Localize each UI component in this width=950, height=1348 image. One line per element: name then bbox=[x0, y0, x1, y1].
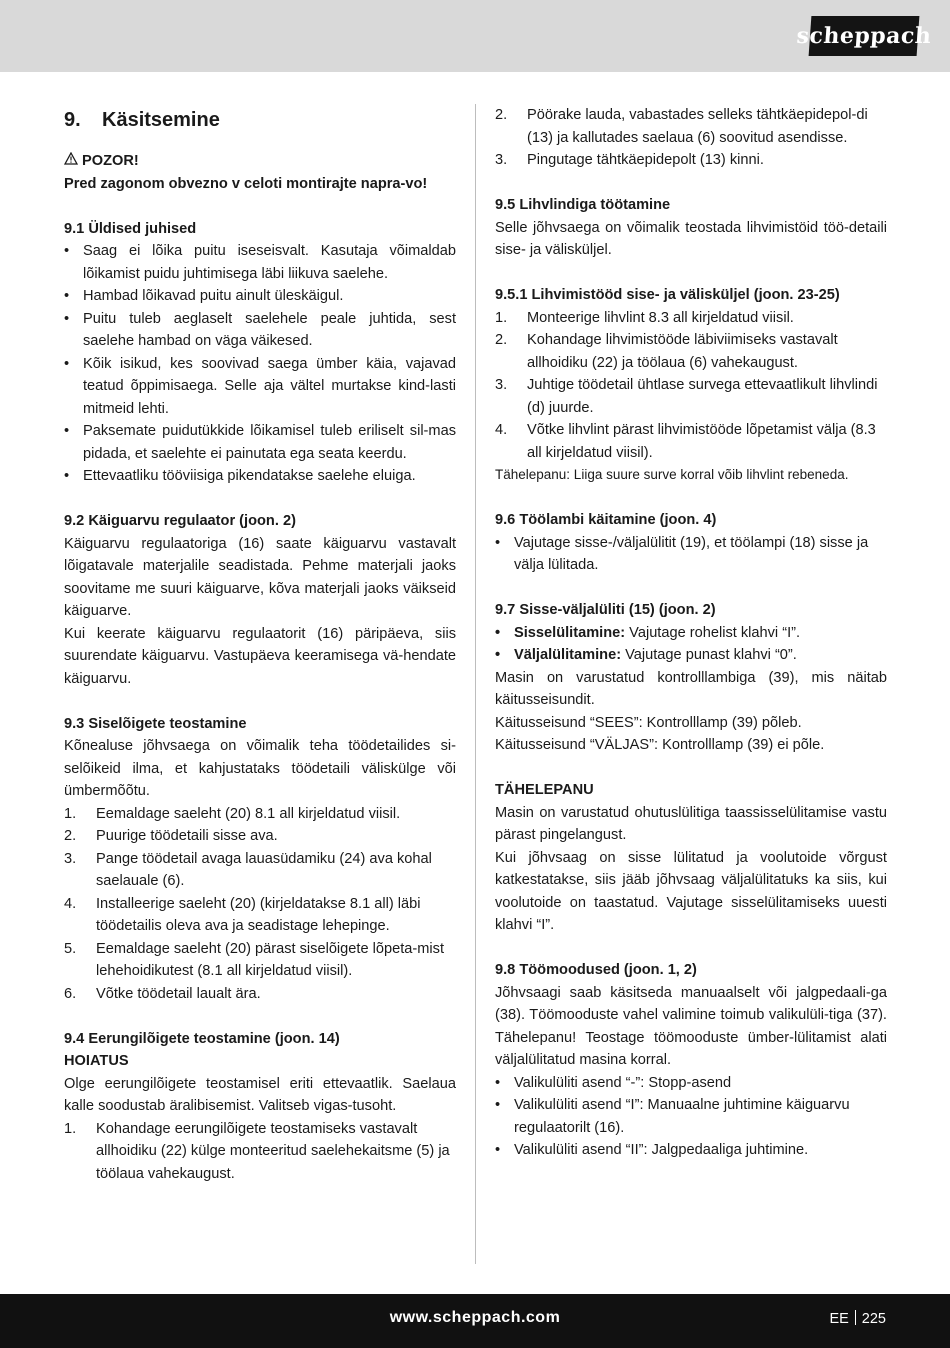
list-item: 3. Pingutage tähtkäepidepolt (13) kinni. bbox=[495, 152, 764, 168]
list-item: 2. Puurige töödetaili sisse ava. bbox=[64, 828, 278, 844]
s91-title: 9.1 Üldised juhised bbox=[64, 220, 197, 237]
s98-paragraph: Jõhvsaagi saab käsitseda manuaalselt või jalgpedaali-ga (38). Töömooduste vahel valimine toimub valikulüli-tiga (37). Tähelepanu! Teostage töömooduste ümber-lülitamist alati väljalülitatud masina korral. bbox=[495, 984, 887, 1068]
list-item: 2. Pöörake lauda, vabastades selleks tähtkäepidepol-di (13) ja kallutades saelaua (6) soovitud asendisse. bbox=[495, 107, 868, 146]
website-link[interactable]: www.scheppach.com bbox=[389, 1309, 561, 1326]
s92-paragraph: Kui keerate käiguarvu regulaatorit (16) päripäeva, siis suurendate käiguarvu. Vastupäeva keeramisega vä-hendate käiguarvu. bbox=[64, 625, 456, 687]
page-number-value: 225 bbox=[861, 1311, 886, 1327]
s94-warning: HOIATUS bbox=[64, 1053, 129, 1069]
list-item: 6. Võtke töödetail laualt ära. bbox=[64, 985, 261, 1002]
list-item: • Vajutage sisse-/väljalülitit (19), et töölampi (18) sisse ja välja lülitada. bbox=[495, 532, 887, 577]
s92-title: 9.2 Käiguarvu regulaator (joon. 2) bbox=[64, 513, 296, 529]
s97-paragraph: Käitusseisund “VÄLJAS”: Kontrolllamp (39) ei põle. bbox=[495, 737, 825, 753]
note-paragraph: Masin on varustatud ohutuslülitiga taassisselülitamise vastu pärast pingelangust. bbox=[495, 804, 887, 843]
left-column bbox=[64, 104, 456, 1185]
footer-bar bbox=[0, 1294, 950, 1348]
s94-list-continued bbox=[495, 104, 887, 172]
list-item: 1. Eemaldage saeleht (20) 8.1 all kirjeldatud viisil. bbox=[64, 805, 401, 822]
language-code: EE bbox=[829, 1311, 849, 1327]
s93-list bbox=[64, 803, 456, 1006]
list-item: • Valikulüliti asend “I”: Manuaalne juhtimine käiguarvu regulaatorilt (16). bbox=[495, 1094, 887, 1139]
s92-paragraph: Käiguarvu regulaatoriga (16) saate käiguarvu vastavalt lõigatavale materjalile seadistada. Pehme materjali jaoks soovitame me suuri käiguarve, kõva materjali jaoks väikseid käiguarve. bbox=[64, 535, 456, 619]
list-item: 1. Monteerige lihvlint 8.3 all kirjeldatud viisil. bbox=[495, 309, 794, 326]
s94-list bbox=[64, 1118, 456, 1186]
s98-title: 9.8 Töömoodused (joon. 1, 2) bbox=[495, 962, 697, 978]
warning-icon bbox=[64, 150, 78, 173]
list-item: 1. Kohandage eerungilõigete teostamiseks vastavalt allhoidiku (22) külge monteeritud saelehekaitsme (5) ja töölaua vahekaugust. bbox=[64, 1120, 450, 1182]
page-number bbox=[829, 1310, 886, 1327]
column-divider bbox=[475, 104, 476, 1264]
list-item: • Valikulüliti asend “II”: Jalgpedaaliga juhtimine. bbox=[495, 1139, 887, 1162]
s91-list bbox=[64, 240, 456, 488]
s94-title: 9.4 Eerungilõigete teostamine (joon. 14) bbox=[64, 1030, 340, 1047]
right-column bbox=[495, 104, 887, 1162]
warning-text: Pred zagonom obvezno v celoti montirajte naprа-vo! bbox=[64, 175, 428, 192]
warning-label-text: POZOR! bbox=[82, 153, 139, 169]
list-item: 2. Kohandage lihvimistööde läbiviimiseks vastavalt allhoidiku (22) ja töölaua (6) vahekaugust. bbox=[495, 332, 838, 371]
list-item: 4. Installeerige saeleht (20) (kirjeldatakse 8.1 all) läbi töödetailis oleva ava ja seadistage lehepinge. bbox=[64, 895, 421, 934]
list-item: • Kõik isikud, kes soovivad saega ümber käia, vajavad teatud õppimisaega. Selle aja vältel murtakse kind-lasti mitmeid lehti. bbox=[64, 353, 456, 421]
brand-logo: scheppach bbox=[809, 16, 920, 56]
list-item: • Sisselülitamine: Vajutage rohelist klahvi “I”. bbox=[495, 622, 887, 645]
s97-paragraph: Käitusseisund “SEES”: Kontrolllamp (39) põleb. bbox=[495, 714, 802, 731]
header-bar bbox=[0, 0, 950, 72]
list-item: 5. Eemaldage saeleht (20) pärast siselõigete lõpeta-mist lehehoidikutest (8.1 all kirjeldatud viisil). bbox=[64, 940, 445, 979]
warning-label bbox=[64, 150, 456, 173]
s97-list bbox=[495, 622, 887, 667]
s951-note: Tähelepanu: Liiga suure surve korral võib lihvlint rebeneda. bbox=[495, 467, 849, 482]
s93-paragraph: Kõnealuse jõhvsaega on võimalik teha töödetailides si-selõikeid ilma, et kahjustataks töödetaili väliskülge või ümbermõõtu. bbox=[64, 738, 456, 799]
s96-title: 9.6 Töölambi käitamine (joon. 4) bbox=[495, 512, 717, 528]
list-item: 3. Pange töödetail avaga lauasüdamiku (24) ava kohal saelauale (6). bbox=[64, 850, 432, 889]
list-item: 4. Võtke lihvlint pärast lihvimistööde lõpetamist välja (8.3 all kirjeldatud viisil). bbox=[495, 422, 876, 461]
s95-title: 9.5 Lihvlindiga töötamine bbox=[495, 197, 671, 213]
list-item: • Paksemate puidutükkide lõikamisel tuleb eriliselt sil-mas pidada, et saelehte ei painutata ega seata keerdu. bbox=[64, 420, 456, 465]
s951-title: 9.5.1 Lihvimistööd sise- ja välisküljel (joon. 23-25) bbox=[495, 287, 840, 303]
list-item: • Hambad lõikavad puitu ainult üleskäigul. bbox=[64, 285, 456, 308]
list-item: • Saag ei lõika puitu iseseisvalt. Kasutaja võimaldab lõikamist puidu juhtimisega läbi liikuva saelehe. bbox=[64, 240, 456, 285]
section-title: Käsitsemine bbox=[102, 109, 220, 131]
note-paragraph: Kui jõhvsaag on sisse lülitatud ja voolutoide võrgust katkestatakse, siis jääb jõhvsaag väljalülitatuks ka siis, kui voolutoide on taastatud. Vajutage sisselülitamiseks uuesti klahvi “I”. bbox=[495, 849, 887, 933]
section-number: 9. bbox=[64, 109, 81, 131]
list-item: • Puitu tuleb aeglaselt saelehele peale juhtida, sest saelehe hambad on väga väikesed. bbox=[64, 308, 456, 353]
s97-paragraph: Masin on varustatud kontrolllambiga (39), mis näitab käitusseisundit. bbox=[495, 669, 887, 708]
section-heading bbox=[64, 104, 456, 136]
note-title: TÄHELEPANU bbox=[495, 782, 594, 798]
list-item: • Valikulüliti asend “-”: Stopp-asend bbox=[495, 1072, 887, 1095]
s95-paragraph: Selle jõhvsaega on võimalik teostada lihvimistöid töö-detaili sise- ja välisküljel. bbox=[495, 219, 887, 258]
s96-list bbox=[495, 532, 887, 577]
list-item: • Väljalülitamine: Vajutage punast klahvi “0”. bbox=[495, 644, 887, 667]
s97-title: 9.7 Sisse-väljalüliti (15) (joon. 2) bbox=[495, 602, 716, 618]
s98-list bbox=[495, 1072, 887, 1162]
list-item: 3. Juhtige töödetail ühtlase survega ettevaatlikult lihvlindi (d) juurde. bbox=[495, 377, 878, 416]
s951-list bbox=[495, 307, 887, 465]
s93-title: 9.3 Siselõigete teostamine bbox=[64, 715, 247, 732]
list-item: • Ettevaatliku tööviisiga pikendatakse saelehe eluiga. bbox=[64, 465, 456, 488]
s94-paragraph: Olge eerungilõigete teostamisel eriti ettevaatlik. Saelaua kalle soodustab äralibisemist. Valitseb vigas-tusoht. bbox=[64, 1075, 456, 1114]
